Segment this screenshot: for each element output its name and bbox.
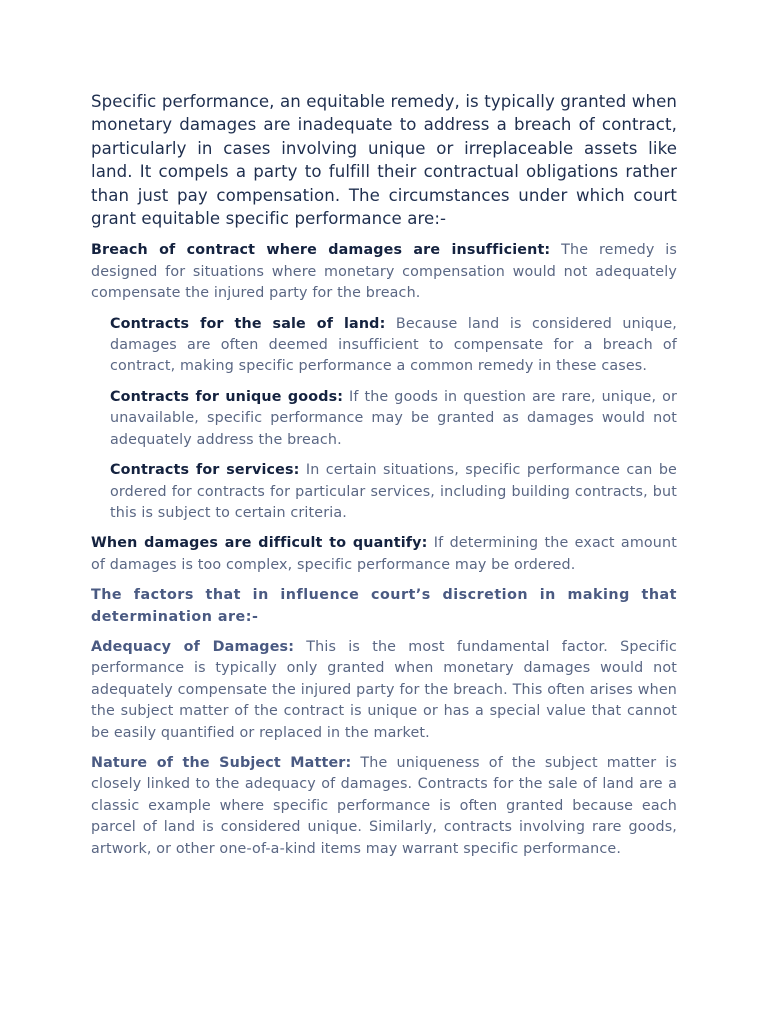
subject-matter-paragraph [91, 753, 677, 860]
breach-paragraph [91, 240, 677, 304]
breach-label: Breach of contract where damages are insufficient: [91, 242, 551, 259]
services-paragraph [110, 460, 677, 524]
difficult-text: If determining the exact amount of damages is too complex, specific performance may be ordered. [91, 535, 677, 573]
services-text: In certain situations, specific performance can be ordered for contracts for particular services, including building contracts, but this is subject to certain criteria. [110, 462, 677, 521]
unique-goods-label: Contracts for unique goods: [110, 388, 344, 405]
breach-text: The remedy is designed for situations where monetary compensation would not adequately compensate the injured party for the breach. [91, 242, 677, 302]
document-page [91, 90, 677, 869]
sale-of-land-text: Because land is considered unique, damages are often deemed insufficient to compensate for a breach of contract, making specific performance a common remedy in these cases. [110, 315, 677, 375]
factors-heading: The factors that in influence court’s discretion in making that determination are:- [91, 587, 677, 625]
services-label: Contracts for services: [110, 462, 300, 479]
unique-goods-paragraph [110, 387, 677, 451]
adequacy-label: Adequacy of Damages: [91, 638, 295, 655]
difficult-label: When damages are difficult to quantify: [91, 535, 428, 552]
adequacy-paragraph [91, 637, 677, 744]
intro-paragraph: Specific performance, an equitable remedy, is typically granted when monetary damages are inadequate to address a breach of contract, particularly in cases involving unique or irreplaceable assets like land. It compels a party to fulfill their contractual obligations rather than just pay compensation. The circumstances under which court grant equitable specific performance are:- [91, 92, 677, 229]
subject-matter-label: Nature of the Subject Matter: [91, 754, 352, 771]
adequacy-text: This is the most fundamental factor. Specific performance is typically only granted when monetary damages would not adequately compensate the injured party for the breach. This often arises when the subject matter of the contract is unique or has a special value that cannot be easily quantified or replaced in the market. [91, 638, 677, 741]
subject-matter-text: The uniqueness of the subject matter is closely linked to the adequacy of damages. Contracts for the sale of land are a classic example where specific performance is often granted because each parcel of land is considered unique. Similarly, contracts involving rare goods, artwork, or other one-of-a-kind items may warrant specific performance. [91, 754, 677, 857]
unique-goods-text: If the goods in question are rare, unique, or unavailable, specific performance may be granted as damages would not adequately address the breach. [110, 388, 677, 448]
sale-of-land-label: Contracts for the sale of land: [110, 315, 386, 332]
sale-of-land-paragraph [110, 314, 677, 378]
difficult-paragraph [91, 533, 677, 576]
